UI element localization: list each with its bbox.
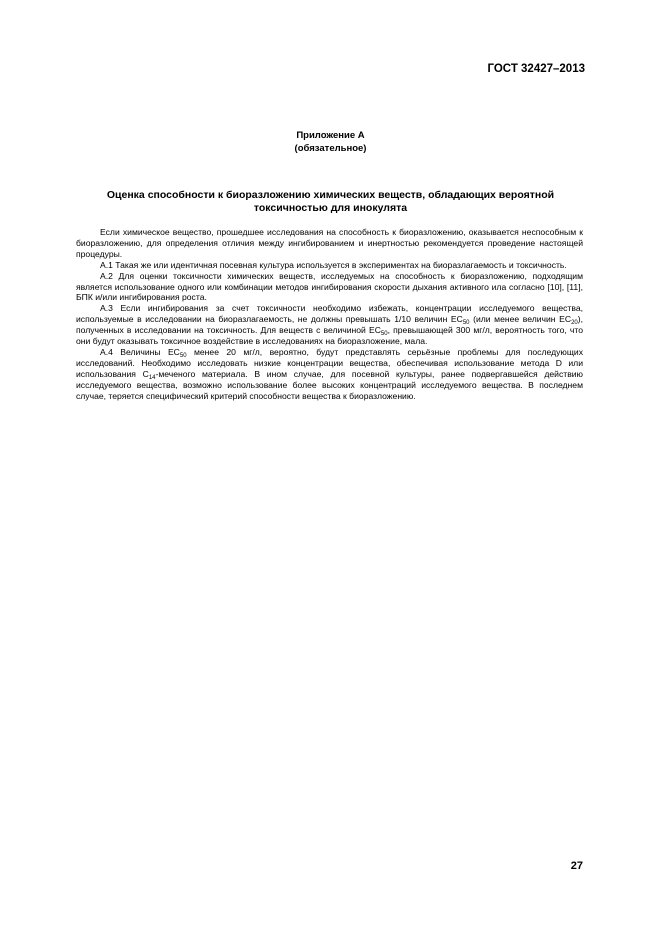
section-title-line1: Оценка способности к биоразложению химических веществ, обладающих вероятной: [106, 189, 555, 201]
section-title-line2: токсичностью для инокулята: [253, 202, 408, 214]
a3-subscript-2: 20: [571, 320, 578, 327]
paragraph-a1: А.1 Такая же или идентичная посевная культура используется в экспериментах на биоразлагаемость и токсичность.: [100, 259, 567, 270]
appendix-label: Приложение А: [296, 130, 365, 141]
a3-text-1: А.3 Если ингибирования за счет токсичности необходимо избежать, концентрации исследуемого вещества, используемые в исследовании на биоразлагаемость, не должны превышать 1/10 величин ЕС: [76, 303, 583, 325]
a3-text-4: , превышающей 300 мг/л, вероятность того, что они будут оказывать токсичное воздействие в исследованиях на биоразложение, мала.: [76, 325, 583, 347]
a3-text-2: (или менее величин ЕС: [469, 314, 572, 325]
page-number: 27: [570, 860, 583, 872]
section-title: [60, 189, 601, 215]
paragraph-a4: [76, 347, 583, 402]
a4-text-2: менее 20 мг/л, вероятно, будут представлять серьёзные проблемы для последующих исследований. Необходимо исследовать низкие концентрации вещества, обеспечивая использование метода D или использования С: [76, 346, 583, 379]
appendix-status: (обязательное): [294, 142, 367, 154]
a3-text-3: ), полученных в исследовании на токсичность. Для веществ с величиной ЕС: [76, 314, 584, 336]
paragraph-intro: Если химическое вещество, прошедшее исследования на способность к биоразложению, оказывается неспособным к биоразложению, для определения отличия между ингибированием и инертностью рекомендуется проведение настоящей процедуры.: [76, 227, 583, 259]
a4-text-1: А.4 Величины ЕС: [100, 346, 180, 357]
document-code: ГОСТ 32427–2013: [487, 63, 585, 75]
paragraph-a3: [76, 303, 583, 347]
a4-text-3: -меченого материала. В ином случае, для посевной культуры, ранее подвергавшейся действию исследуемого вещества, возможно использование более высоких концентраций исследуемого вещества. В последнем случае, теряется специфический критерий способности вещества к биоразложению.: [76, 368, 584, 401]
a4-subscript-1: 50: [179, 352, 187, 359]
appendix-heading: [0, 130, 661, 155]
body-text: [76, 227, 583, 402]
a4-subscript-2: 14: [148, 374, 156, 381]
a3-subscript-3: 50: [380, 331, 388, 338]
paragraph-a2: А.2 Для оценки токсичности химических веществ, исследуемых на способность к биоразложению, подходящим является использование одного или комбинации методов ингибирования скорости дыхания активного ила согласно [10], [11], БПК и/или ингибирования роста.: [76, 270, 583, 303]
a3-subscript-1: 50: [462, 320, 470, 327]
